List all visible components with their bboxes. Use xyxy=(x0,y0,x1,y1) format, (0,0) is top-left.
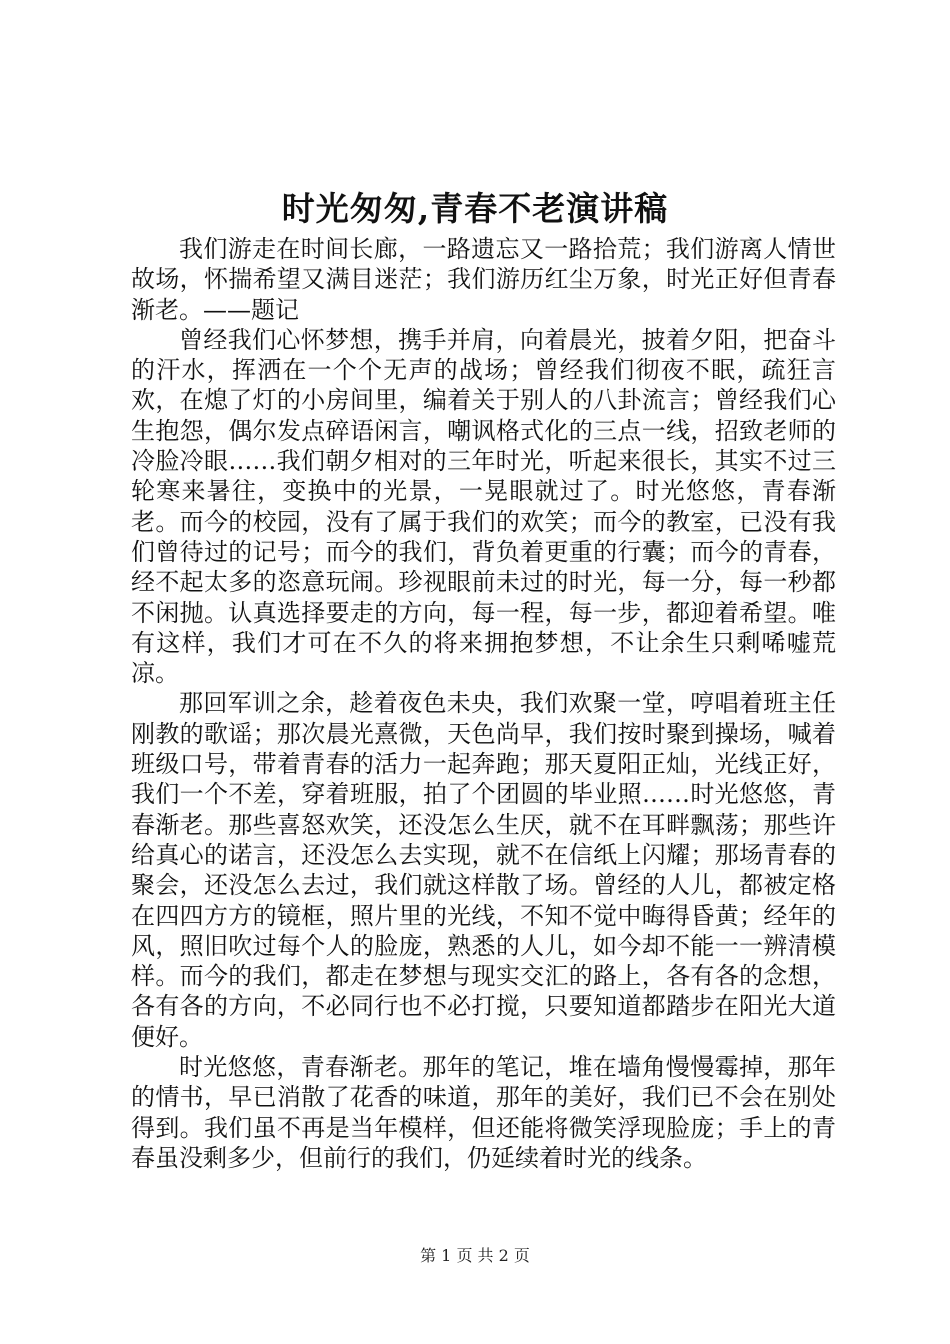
document-body xyxy=(131,234,836,1173)
page-footer: 第 1 页 共 2 页 xyxy=(420,1246,530,1265)
paragraph-memories: 曾经我们心怀梦想，携手并肩，向着晨光，披着夕阳，把奋斗的汗水，挥洒在一个个无声的战场；曾经我们彻夜不眠，疏狂言欢，在熄了灯的小房间里，编着关于别人的八卦流言；曾经我们心生抱怨，偶尔发点碎语闲言，嘲讽格式化的三点一线，招致老师的冷脸冷眼……我们朝夕相对的三年时光，听起来很长，其实不过三轮寒来暑往，变换中的光景，一晃眼就过了。时光悠悠，青春渐老。而今的校园，没有了属于我们的欢笑；而今的教室，已没有我们曾待过的记号；而今的我们，背负着更重的行囊；而今的青春，经不起太多的恣意玩闹。珍视眼前未过的时光，每一分，每一秒都不闲抛。认真选择要走的方向，每一程，每一步，都迎着希望。唯有这样，我们才可在不久的将来拥抱梦想，不让余生只剩唏嘘荒凉。 xyxy=(131,325,836,688)
paragraph-epigraph: 我们游走在时间长廊，一路遗忘又一路拾荒；我们游离人情世故场，怀揣希望又满目迷茫；我们游历红尘万象，时光正好但青春渐老。——题记 xyxy=(131,235,836,324)
paragraph-closing: 时光悠悠，青春渐老。那年的笔记，堆在墙角慢慢霉掉，那年的情书，早已消散了花香的味道，那年的美好，我们已不会在别处得到。我们虽不再是当年模样，但还能将微笑浮现脸庞；手上的青春虽没剩多少，但前行的我们，仍延续着时光的线条。 xyxy=(131,1053,836,1172)
paragraph-military-training: 那回军训之余，趁着夜色未央，我们欢聚一堂，哼唱着班主任刚教的歌谣；那次晨光熹微，天色尚早，我们按时聚到操场，喊着班级口号，带着青春的活力一起奔跑；那天夏阳正灿，光线正好，我们一个不差，穿着班服，拍了个团圆的毕业照……时光悠悠，青春渐老。那些喜怒欢笑，还没怎么生厌，就不在耳畔飘荡；那些许给真心的诺言，还没怎么去实现，就不在信纸上闪耀；那场青春的聚会，还没怎么去过，我们就这样散了场。曾经的人儿，都被定格在四四方方的镜框，照片里的光线，不知不觉中晦得昏黄；经年的风，照旧吹过每个人的脸庞，熟悉的人儿，如今却不能一一辨清模样。而今的我们，都走在梦想与现实交汇的路上，各有各的念想，各有各的方向，不必同行也不必打搅，只要知道都踏步在阳光大道便好。 xyxy=(131,689,836,1051)
document-title: 时光匆匆,青春不老演讲稿 xyxy=(281,189,669,228)
